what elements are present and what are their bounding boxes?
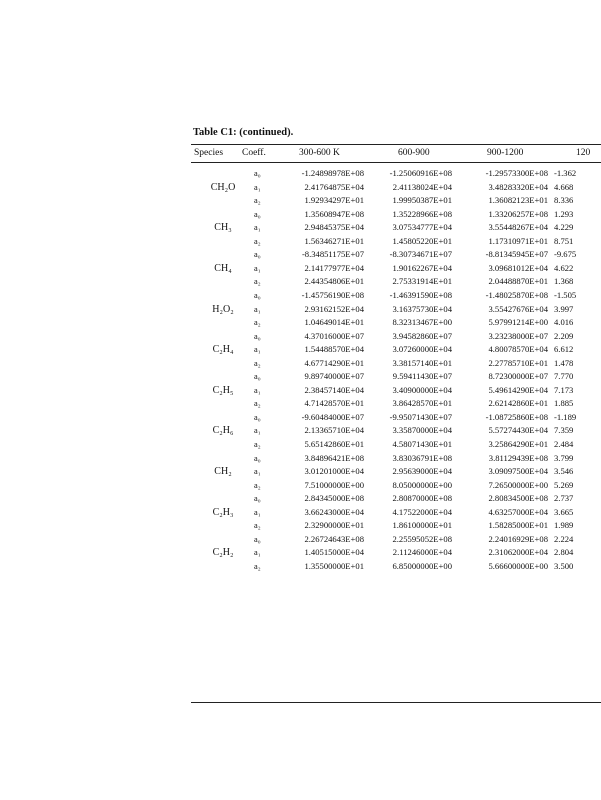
coeff-cell: a₂ bbox=[254, 236, 261, 246]
value-cell: 1.90162267E+04 bbox=[392, 262, 452, 273]
value-cell: 6.612 bbox=[554, 344, 574, 355]
coeff-cell: a₀ bbox=[254, 453, 261, 463]
value-cell: 2.62142860E+01 bbox=[488, 398, 548, 409]
value-cell: 2.93162152E+04 bbox=[304, 303, 364, 314]
value-cell: 3.55427676E+04 bbox=[488, 303, 548, 314]
value-cell: 3.40900000E+04 bbox=[392, 384, 452, 395]
table-row bbox=[0, 330, 601, 343]
value-cell: 1.45805220E+01 bbox=[392, 235, 452, 246]
table-row bbox=[0, 492, 601, 505]
coeff-cell: a₀ bbox=[254, 331, 261, 341]
value-cell: 4.67714290E+01 bbox=[304, 357, 364, 368]
table-row bbox=[0, 438, 601, 451]
value-cell: 3.35870000E+04 bbox=[392, 425, 452, 436]
value-cell: 3.665 bbox=[554, 506, 574, 517]
value-cell: 1.885 bbox=[554, 398, 574, 409]
value-cell: 3.07534777E+04 bbox=[392, 222, 452, 233]
value-cell: 1.36082123E+01 bbox=[488, 195, 548, 206]
value-cell: 1.35228966E+08 bbox=[392, 208, 452, 219]
value-cell: -1.505 bbox=[554, 289, 577, 300]
species-label: CH₂O bbox=[210, 181, 236, 193]
value-cell: 2.75331914E+01 bbox=[392, 276, 452, 287]
value-cell: 1.92934297E+01 bbox=[304, 195, 364, 206]
value-cell: 3.997 bbox=[554, 303, 574, 314]
value-cell: -1.25060916E+08 bbox=[389, 168, 452, 178]
value-cell: 3.16375730E+04 bbox=[392, 303, 452, 314]
coeff-cell: a₂ bbox=[254, 561, 261, 571]
coeff-cell: a₀ bbox=[254, 209, 261, 219]
table-row bbox=[0, 397, 601, 410]
coeff-cell: a₀ bbox=[254, 534, 261, 544]
table-row bbox=[0, 235, 601, 248]
value-cell: 3.01201000E+04 bbox=[304, 466, 364, 477]
value-cell: -1.24898978E+08 bbox=[301, 168, 364, 178]
value-cell: 2.04488870E+01 bbox=[488, 276, 548, 287]
table-row bbox=[0, 465, 601, 478]
coeff-cell: a₁ bbox=[254, 345, 261, 355]
table-row bbox=[0, 384, 601, 397]
value-cell: 3.94582860E+07 bbox=[392, 330, 452, 341]
table-top-rule bbox=[191, 144, 601, 145]
table-row bbox=[0, 167, 601, 180]
coeff-cell: a₂ bbox=[254, 358, 261, 368]
value-cell: -8.34851175E+07 bbox=[301, 249, 364, 260]
species-label: CH₂ bbox=[214, 466, 232, 478]
value-cell: 1.58285000E+01 bbox=[488, 520, 548, 531]
value-cell: -1.29573300E+08 bbox=[485, 168, 548, 178]
value-cell: 8.72300000E+07 bbox=[488, 371, 548, 382]
value-cell: 3.07260000E+04 bbox=[392, 344, 452, 355]
table-row bbox=[0, 262, 601, 275]
value-cell: 1.35500000E+01 bbox=[304, 560, 364, 571]
coeff-cell: a₁ bbox=[254, 304, 261, 314]
value-cell: 7.26500000E+00 bbox=[488, 479, 548, 490]
coeff-cell: a₁ bbox=[254, 426, 261, 436]
table-row bbox=[0, 289, 601, 302]
value-cell: -9.60484000E+07 bbox=[301, 411, 364, 422]
species-label: C₂H₄ bbox=[212, 344, 234, 356]
value-cell: 4.016 bbox=[554, 317, 574, 328]
table-row bbox=[0, 519, 601, 532]
value-cell: 2.94845375E+04 bbox=[304, 222, 364, 233]
value-cell: 1.33206257E+08 bbox=[488, 208, 548, 219]
table-row bbox=[0, 546, 601, 559]
table-row bbox=[0, 452, 601, 465]
value-cell: 5.65142860E+01 bbox=[304, 439, 364, 449]
table-header-rule bbox=[191, 162, 601, 163]
value-cell: -1.45756190E+08 bbox=[301, 289, 364, 300]
value-cell: 2.209 bbox=[554, 330, 574, 341]
value-cell: 1.478 bbox=[554, 357, 574, 368]
value-cell: 7.770 bbox=[554, 371, 574, 382]
table-row bbox=[0, 275, 601, 288]
table-row bbox=[0, 303, 601, 316]
table-row bbox=[0, 411, 601, 424]
table-row bbox=[0, 221, 601, 234]
value-cell: 5.49614290E+04 bbox=[488, 384, 548, 395]
value-cell: -8.30734671E+07 bbox=[389, 249, 452, 260]
value-cell: 3.48283320E+04 bbox=[488, 181, 548, 192]
value-cell: 7.51000000E+00 bbox=[304, 479, 364, 490]
table-row bbox=[0, 370, 601, 383]
value-cell: 2.84345000E+08 bbox=[304, 493, 364, 504]
value-cell: 2.25595052E+08 bbox=[392, 533, 452, 544]
value-cell: 2.24016929E+08 bbox=[488, 533, 548, 544]
value-cell: 4.71428570E+01 bbox=[304, 398, 364, 409]
value-cell: -1.48025870E+08 bbox=[485, 289, 548, 300]
value-cell: 1.368 bbox=[554, 276, 574, 287]
coeff-cell: a₂ bbox=[254, 277, 261, 287]
value-cell: 8.336 bbox=[554, 195, 574, 206]
value-cell: 1.40515000E+04 bbox=[304, 547, 364, 558]
value-cell: 1.56346271E+01 bbox=[304, 235, 364, 246]
value-cell: 1.04649014E+01 bbox=[304, 317, 364, 328]
coeff-cell: a₂ bbox=[254, 318, 261, 328]
coeff-cell: a₁ bbox=[254, 385, 261, 395]
table-row bbox=[0, 181, 601, 194]
value-cell: 3.799 bbox=[554, 452, 574, 463]
value-cell: 7.173 bbox=[554, 384, 574, 395]
value-cell: 4.80078570E+04 bbox=[488, 344, 548, 355]
value-cell: 4.37016000E+07 bbox=[304, 330, 364, 341]
value-cell: 4.229 bbox=[554, 222, 574, 233]
value-cell: 3.25864290E+01 bbox=[488, 439, 548, 449]
value-cell: 3.38157140E+01 bbox=[392, 357, 452, 368]
value-cell: -1.08725860E+08 bbox=[485, 411, 548, 422]
coeff-cell: a₁ bbox=[254, 182, 261, 192]
value-cell: 2.31062000E+04 bbox=[488, 547, 548, 558]
value-cell: 2.11246000E+04 bbox=[392, 547, 452, 558]
value-cell: 5.66600000E+00 bbox=[488, 560, 548, 571]
table-row bbox=[0, 208, 601, 221]
coeff-cell: a₂ bbox=[254, 399, 261, 409]
value-cell: 6.85000000E+00 bbox=[392, 560, 452, 571]
table-row bbox=[0, 316, 601, 329]
coeff-cell: a₂ bbox=[254, 480, 261, 490]
value-cell: 4.668 bbox=[554, 181, 574, 192]
table-row bbox=[0, 248, 601, 261]
value-cell: 3.23238000E+07 bbox=[488, 330, 548, 341]
value-cell: 1.54488570E+04 bbox=[304, 344, 364, 355]
value-cell: 3.09681012E+04 bbox=[488, 262, 548, 273]
value-cell: 3.83036791E+08 bbox=[392, 452, 452, 463]
value-cell: 1.35608947E+08 bbox=[304, 208, 364, 219]
value-cell: 1.17310971E+01 bbox=[488, 235, 548, 246]
header-coeff: Coeff. bbox=[242, 148, 266, 158]
table-row bbox=[0, 533, 601, 546]
table-row bbox=[0, 560, 601, 573]
value-cell: 8.05000000E+00 bbox=[392, 479, 452, 490]
value-cell: 2.41764875E+04 bbox=[304, 181, 364, 192]
value-cell: -1.189 bbox=[554, 411, 577, 422]
table-caption: Table C1: (continued). bbox=[193, 127, 294, 138]
header-range-1200: 120 bbox=[576, 148, 591, 158]
value-cell: -1.362 bbox=[554, 168, 577, 178]
value-cell: 2.27785710E+01 bbox=[488, 357, 548, 368]
table-row bbox=[0, 479, 601, 492]
coeff-cell: a₀ bbox=[254, 412, 261, 422]
value-cell: 2.804 bbox=[554, 547, 574, 558]
value-cell: 1.99950387E+01 bbox=[392, 195, 452, 206]
value-cell: 2.26724643E+08 bbox=[304, 533, 364, 544]
species-label: C₂H₂ bbox=[212, 547, 234, 559]
value-cell: -1.46391590E+08 bbox=[389, 289, 452, 300]
species-label: C₂H₅ bbox=[212, 384, 234, 396]
value-cell: 2.737 bbox=[554, 493, 574, 504]
coeff-cell: a₁ bbox=[254, 223, 261, 233]
header-range-600-900: 600-900 bbox=[398, 148, 430, 158]
value-cell: 3.55448267E+04 bbox=[488, 222, 548, 233]
coeff-cell: a₁ bbox=[254, 467, 261, 477]
species-label: H₂O₂ bbox=[212, 303, 234, 315]
coeff-cell: a₀ bbox=[254, 494, 261, 504]
value-cell: 1.293 bbox=[554, 208, 574, 219]
value-cell: 8.751 bbox=[554, 235, 574, 246]
value-cell: 2.38457140E+04 bbox=[304, 384, 364, 395]
value-cell: 3.500 bbox=[554, 560, 574, 571]
table-row bbox=[0, 424, 601, 437]
value-cell: 3.546 bbox=[554, 466, 574, 477]
value-cell: 8.32313467E+00 bbox=[392, 317, 452, 328]
table-row bbox=[0, 506, 601, 519]
value-cell: 4.63257000E+04 bbox=[488, 506, 548, 517]
species-label: CH₃ bbox=[214, 222, 232, 234]
species-label: C₂H₆ bbox=[212, 425, 234, 437]
header-range-900-1200: 900-1200 bbox=[487, 148, 524, 158]
value-cell: 9.59411430E+07 bbox=[392, 371, 452, 382]
value-cell: -8.81345945E+07 bbox=[485, 249, 548, 260]
table-bottom-rule bbox=[191, 702, 601, 703]
value-cell: 2.44354806E+01 bbox=[304, 276, 364, 287]
value-cell: 9.89740000E+07 bbox=[304, 371, 364, 382]
value-cell: 2.13365710E+04 bbox=[304, 425, 364, 436]
coeff-cell: a₀ bbox=[254, 372, 261, 382]
species-label: CH₄ bbox=[214, 262, 232, 274]
value-cell: 3.09097500E+04 bbox=[488, 466, 548, 477]
coeff-cell: a₁ bbox=[254, 507, 261, 517]
coeff-cell: a₀ bbox=[254, 250, 261, 260]
table-row bbox=[0, 357, 601, 370]
coeff-cell: a₁ bbox=[254, 263, 261, 273]
value-cell: 2.80834500E+08 bbox=[488, 493, 548, 504]
value-cell: 5.269 bbox=[554, 479, 574, 490]
value-cell: 4.622 bbox=[554, 262, 574, 273]
coeff-cell: a₂ bbox=[254, 521, 261, 531]
value-cell: 1.86100000E+01 bbox=[392, 520, 452, 531]
table-row bbox=[0, 194, 601, 207]
value-cell: 3.86428570E+01 bbox=[392, 398, 452, 409]
value-cell: 2.224 bbox=[554, 533, 574, 544]
value-cell: -9.675 bbox=[554, 249, 577, 260]
value-cell: 1.989 bbox=[554, 520, 574, 531]
value-cell: 5.97991214E+00 bbox=[488, 317, 548, 328]
value-cell: 2.14177977E+04 bbox=[304, 262, 364, 273]
coeff-cell: a₀ bbox=[254, 169, 261, 178]
value-cell: 2.41138024E+04 bbox=[392, 181, 452, 192]
coeff-cell: a₁ bbox=[254, 548, 261, 558]
value-cell: 2.80870000E+08 bbox=[392, 493, 452, 504]
coeff-cell: a₂ bbox=[254, 196, 261, 206]
value-cell: 2.95639000E+04 bbox=[392, 466, 452, 477]
header-species: Species bbox=[194, 148, 224, 158]
header-range-300-600: 300-600 K bbox=[299, 148, 340, 158]
value-cell: 3.66243000E+04 bbox=[304, 506, 364, 517]
coeff-cell: a₂ bbox=[254, 440, 261, 449]
value-cell: 2.484 bbox=[554, 439, 574, 449]
table-row bbox=[0, 343, 601, 356]
value-cell: -9.95071430E+07 bbox=[389, 411, 452, 422]
value-cell: 4.58071430E+01 bbox=[392, 439, 452, 449]
coeff-cell: a₀ bbox=[254, 290, 261, 300]
value-cell: 3.81129439E+08 bbox=[488, 452, 548, 463]
value-cell: 2.32900000E+01 bbox=[304, 520, 364, 531]
species-label: C₂H₃ bbox=[212, 506, 234, 518]
value-cell: 3.84896421E+08 bbox=[304, 452, 364, 463]
value-cell: 5.57274430E+04 bbox=[488, 425, 548, 436]
value-cell: 7.359 bbox=[554, 425, 574, 436]
value-cell: 4.17522000E+04 bbox=[392, 506, 452, 517]
